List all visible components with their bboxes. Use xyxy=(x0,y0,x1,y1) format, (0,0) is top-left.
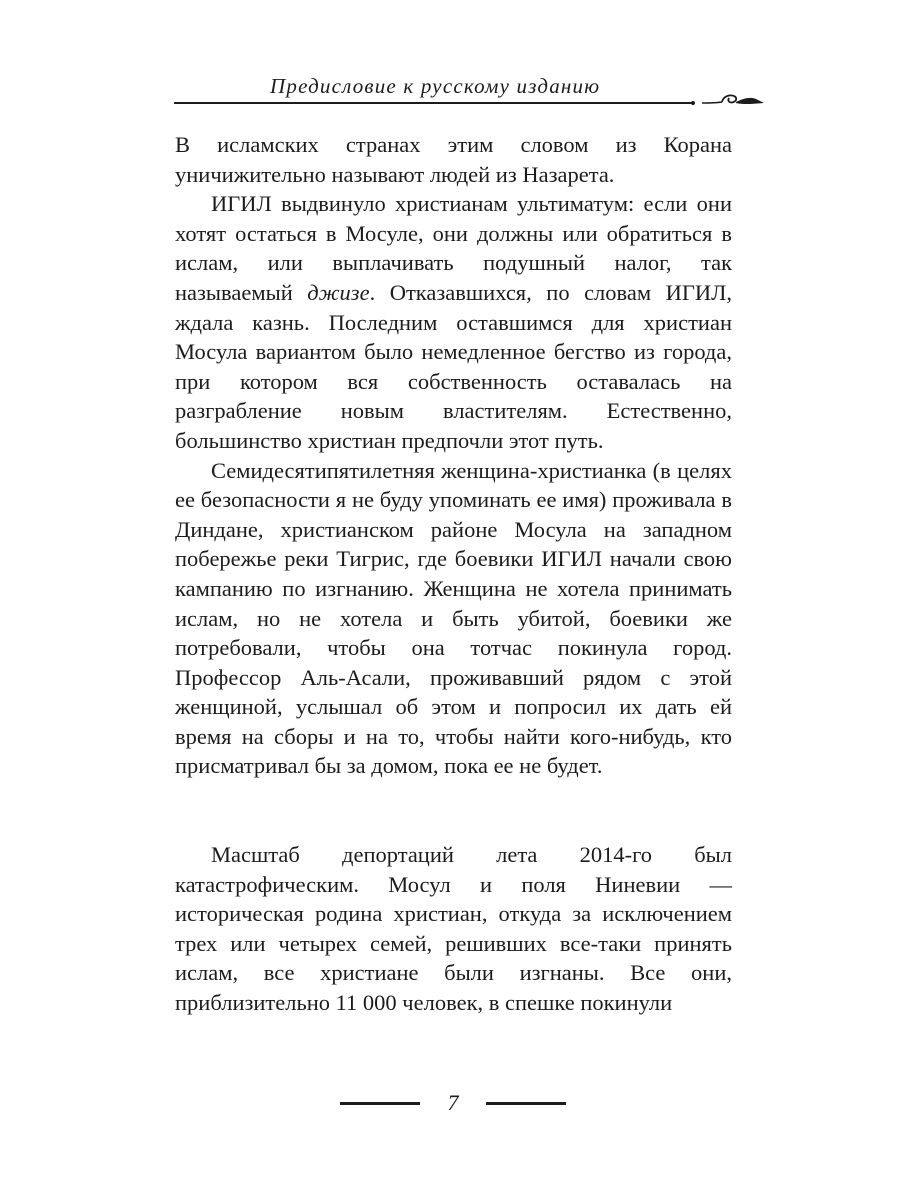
page-number: 7 xyxy=(447,1090,459,1115)
header-rule xyxy=(174,102,692,104)
footer-rule-left xyxy=(340,1102,420,1105)
running-header xyxy=(174,74,764,110)
paragraph-2-start: ИГИЛ выдвинуло христианам ультиматум: если они хотят остаться в Мосуле, они должны или обратиться в ислам, или выплачивать подушный налог, так называемый xyxy=(175,191,732,305)
term-jizya: джизе xyxy=(307,279,370,305)
flourish-ornament-icon xyxy=(686,88,766,110)
paragraph-3: Семидесятипятилетняя женщина-христианка (в целях ее безопасности я не буду упоминать ее имя) проживала в Диндане, христианском районе Мосула на западном побережье реки Тигрис, где боевики ИГИЛ начали свою кампанию по изгнанию. Женщина не хотела принимать ислам, но не хотела и быть убитой, боевики же потребовали, чтобы она тотчас покинула город. Профессор Аль-Асали, проживавший рядом с этой женщиной, услышал об этом и попросил их дать ей время на сборы и на то, чтобы найти кого-нибудь, кто присматривал бы за домом, пока ее не будет. xyxy=(175,457,732,779)
body-text xyxy=(175,130,732,1018)
footer-rule-right xyxy=(486,1102,566,1105)
paragraph-4: Масштаб депортаций лета 2014-го был катастрофическим. Мосул и поля Ниневии — историческая родина христиан, откуда за исключением трех или четырех семей, решивших все-таки принять ислам, все христиане были изгнаны. Все они, приблизительно 11 000 человек, в спешке покинули xyxy=(175,842,732,1016)
paragraph-2 xyxy=(175,189,732,455)
section-gap xyxy=(175,781,732,840)
paragraph-2-end: . Отказавшихся, по словам ИГИЛ, ждала казнь. Последним оставшимся для христиан Мосула вариантом было немедленное бегство из города, при котором вся собственность оставалась на разграбление новым властителям. Естественно, большинство христиан предпочли этот путь. xyxy=(175,279,732,453)
paragraph-1: В исламских странах этим словом из Корана уничижительно называют людей из Назарета. xyxy=(175,132,732,187)
page-footer xyxy=(340,1090,566,1120)
running-title: Предисловие к русскому изданию xyxy=(270,74,601,98)
